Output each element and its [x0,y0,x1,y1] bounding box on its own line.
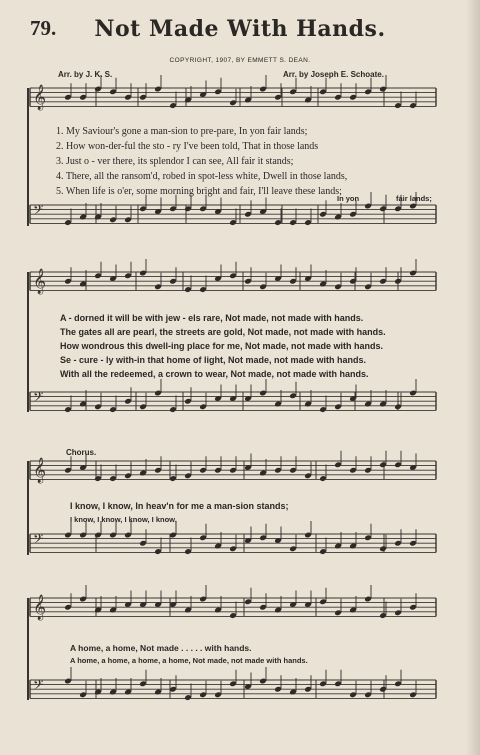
arranger-left: Arr. by J. K. S. [58,70,113,79]
treble-clef-icon: 𝄞 [33,85,47,110]
verse-line: 5. When life is o'er, some morning bright and fair, I'll leave these lands; [56,186,342,197]
chorus-label: Chorus. [66,448,97,457]
bass-clef-icon: 𝄢 [33,202,44,221]
chorus-line-bass: I know, I know, I know, I know, [70,515,177,524]
verse-line: 3. Just o - ver there, its splendor I can see, All fair it stands; [56,156,294,167]
bass-clef-icon: 𝄢 [33,531,44,550]
bass-echo-right: fair lands; [396,194,432,203]
bass-echo-left: In yon [337,194,360,203]
treble-clef-icon: 𝄞 [33,458,47,483]
bass-clef-icon: 𝄢 [33,389,44,408]
verse-line: The gates all are pearl, the streets are gold, Not made, not made with hands. [60,327,386,337]
hymn-number: 79. [30,16,57,40]
verse-line: 4. There, all the ransom'd, robed in spot-less white, Dwell in those lands, [56,171,348,182]
copyright-line: COPYRIGHT, 1907, BY EMMETT S. DEAN. [169,57,311,64]
verse-line: 2. How won-der-ful the sto - ry I've been told, That in those lands [56,141,319,152]
treble-clef-icon: 𝄞 [33,595,47,620]
arranger-right: Arr. by Joseph E. Schoate. [283,70,384,79]
hymn-title: Not Made With Hands. [94,16,386,42]
verse-line: With all the redeemed, a crown to wear, Not made, not made with hands. [60,369,369,379]
chorus-line3-bass: A home, a home, a home, a home, Not made, not made with hands. [70,656,308,665]
verse-line: 1. My Saviour's gone a man-sion to pre-pare, In yon fair lands; [56,126,308,137]
verse-line: Se - cure - ly with-in that home of light, Not made, not made with hands. [60,355,367,365]
verse-block-1 [56,124,347,199]
verse-block-2 [60,311,386,381]
bass-clef-icon: 𝄢 [33,677,44,696]
treble-clef-icon: 𝄞 [33,269,47,294]
verse-line: A - dorned it will be with jew - els rare, Not made, not made with hands. [60,313,364,323]
chorus-line3-treble: A home, a home, Not made . . . . . with hands. [70,643,252,653]
verse-line: How wondrous this dwell-ing place for me, Not made, not made with hands. [60,341,384,351]
chorus-line-treble: I know, I know, In heav'n for me a man-sion stands; [70,501,289,511]
